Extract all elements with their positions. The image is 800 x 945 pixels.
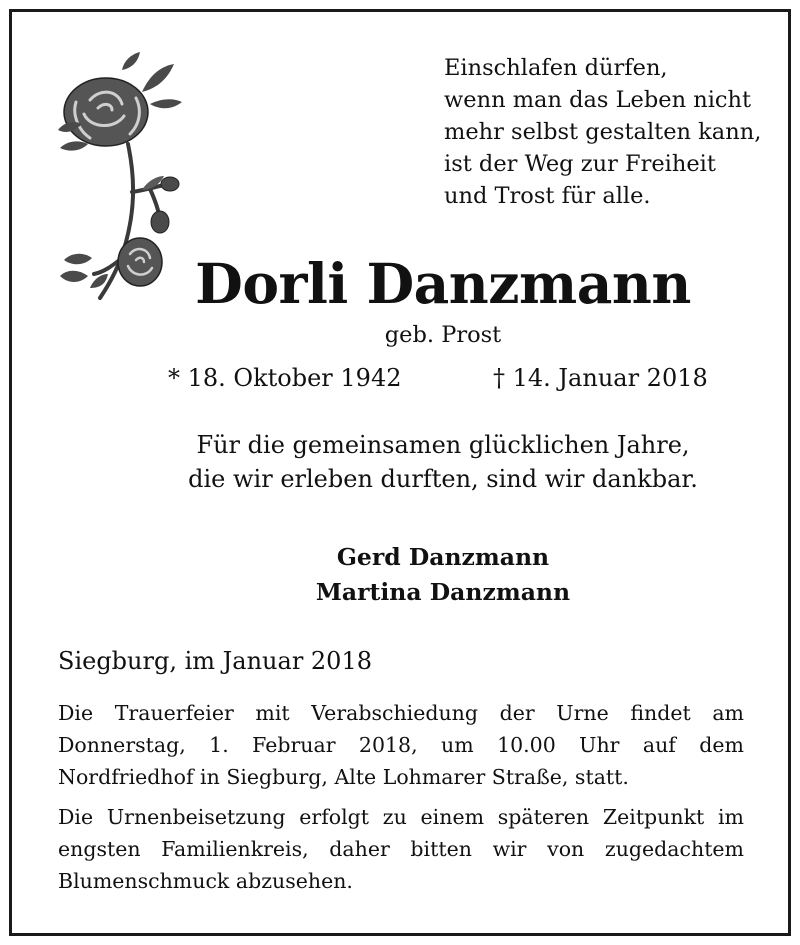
poem-line: und Trost für alle. (444, 183, 651, 209)
signers (0, 540, 800, 610)
signer-name: Gerd Danzmann (336, 543, 550, 571)
gratitude-line: die wir erleben durften, sind wir dankbar. (188, 465, 698, 493)
poem-line: wenn man das Leben nicht (444, 87, 752, 113)
birth-date: * 18. Oktober 1942 (168, 364, 402, 392)
place-date: Siegburg, im Januar 2018 (58, 647, 372, 675)
poem-line: ist der Weg zur Freiheit (444, 151, 716, 177)
gratitude-text (0, 428, 800, 496)
maiden-name: geb. Prost (384, 322, 502, 348)
death-date: † 14. Januar 2018 (493, 364, 708, 392)
burial-info-paragraph: Die Urnenbeisetzung erfolgt zu einem späteren Zeitpunkt im engsten Familienkreis, daher bitten wir von zugedachtem Blumenschmuck abzusehen. (58, 805, 744, 893)
poem-line: mehr selbst gestalten kann, (444, 119, 762, 145)
deceased-name: Dorli Danzmann (195, 251, 691, 316)
signer-name: Martina Danzmann (315, 578, 571, 606)
poem (444, 52, 774, 212)
funeral-info-paragraph: Die Trauerfeier mit Verabschiedung der Urne findet am Donnerstag, 1. Februar 2018, um 10.00 Uhr auf dem Nordfriedhof in Siegburg, Alte Lohmarer Straße, statt. (58, 701, 744, 789)
poem-line: Einschlafen dürfen, (444, 55, 668, 81)
gratitude-line: Für die gemeinsamen glücklichen Jahre, (196, 431, 690, 459)
